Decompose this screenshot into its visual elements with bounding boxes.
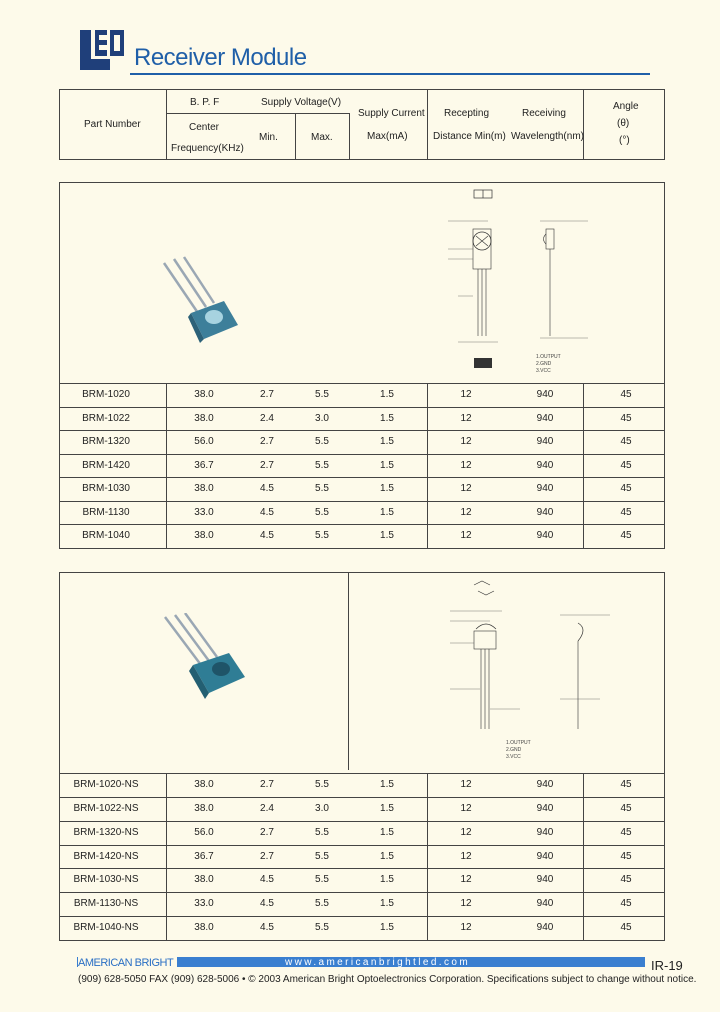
table-row <box>60 916 664 940</box>
spec-cell: 1.5 <box>380 412 394 424</box>
page-title: Receiver Module <box>134 44 307 71</box>
spec-cell: 4.5 <box>260 530 274 542</box>
spec-cell: 12 <box>460 826 472 838</box>
spec-cell: 12 <box>460 436 472 448</box>
spec-cell: 1.5 <box>380 802 394 814</box>
spec-cell: 940 <box>536 826 554 838</box>
spec-cell: 12 <box>460 389 472 400</box>
part-number-cell: BRM-1022-NS <box>73 802 139 814</box>
spec-cell: 1.5 <box>380 436 394 448</box>
spec-cell: 36.7 <box>194 850 214 862</box>
header-supply-current-unit: Max(mA) <box>367 131 408 142</box>
part-number-cell: BRM-1030 <box>82 483 130 495</box>
dimension-drawing-ns <box>430 579 630 769</box>
spec-cell: 1.5 <box>380 850 394 862</box>
footer-website-link[interactable]: www.americanbrightled.com <box>285 957 471 968</box>
table-row <box>60 430 664 454</box>
spec-cell: 5.5 <box>315 922 329 934</box>
spec-cell: 12 <box>460 506 472 518</box>
spec-cell: 45 <box>620 850 632 862</box>
table-row <box>60 797 664 821</box>
spec-cell: 940 <box>536 898 554 910</box>
table-row <box>60 407 664 431</box>
part-number-cell: BRM-1020 <box>82 389 130 400</box>
table-row <box>60 501 664 525</box>
part-number-cell: BRM-1420 <box>82 459 130 471</box>
header-max: Max. <box>311 132 333 143</box>
spec-cell: 45 <box>620 483 632 495</box>
spec-cell: 33.0 <box>194 506 214 518</box>
spec-cell: 940 <box>536 412 554 424</box>
spec-cell: 4.5 <box>260 898 274 910</box>
spec-cell: 5.5 <box>315 506 329 518</box>
header-angle: Angle <box>613 101 639 112</box>
table-row <box>60 454 664 478</box>
spec-cell: 1.5 <box>380 826 394 838</box>
spec-cell: 12 <box>460 922 472 934</box>
footer-brand: AMERICAN BRIGHT <box>78 957 177 969</box>
header-receiving: Receiving <box>522 108 566 119</box>
header-center: Center <box>189 122 220 133</box>
dimension-drawing <box>428 186 638 382</box>
product-section-ns <box>59 572 665 941</box>
part-number-cell: BRM-1320 <box>82 436 130 448</box>
part-number-cell: BRM-1420-NS <box>73 850 139 862</box>
spec-cell: 940 <box>536 506 554 518</box>
spec-cell: 38.0 <box>194 389 214 400</box>
spec-cell: 45 <box>620 874 632 886</box>
spec-cell: 4.5 <box>260 506 274 518</box>
spec-cell: 12 <box>460 412 472 424</box>
product-photo <box>156 255 246 345</box>
title-underline <box>130 73 650 75</box>
spec-cell: 45 <box>620 779 632 790</box>
header-receiving-wavelength: Wavelength(nm) <box>511 131 584 142</box>
spec-table-standard <box>60 383 664 548</box>
spec-cell: 5.5 <box>315 530 329 542</box>
header-recepting-distance: Distance Min(m) <box>433 131 506 142</box>
spec-cell: 45 <box>620 389 632 400</box>
table-row <box>60 383 664 407</box>
spec-cell: 1.5 <box>380 874 394 886</box>
spec-cell: 1.5 <box>380 389 394 400</box>
spec-cell: 45 <box>620 802 632 814</box>
spec-cell: 12 <box>460 779 472 790</box>
spec-cell: 2.7 <box>260 389 274 400</box>
spec-cell: 940 <box>536 483 554 495</box>
spec-cell: 45 <box>620 506 632 518</box>
table-row <box>60 845 664 869</box>
spec-cell: 38.0 <box>194 779 214 790</box>
spec-cell: 12 <box>460 850 472 862</box>
spec-cell: 1.5 <box>380 459 394 471</box>
spec-cell: 2.4 <box>260 802 274 814</box>
spec-cell: 56.0 <box>194 826 214 838</box>
spec-cell: 3.0 <box>315 802 329 814</box>
table-row <box>60 477 664 501</box>
spec-cell: 1.5 <box>380 898 394 910</box>
spec-cell: 12 <box>460 530 472 542</box>
pinout-vcc-ns: 3.VCC <box>506 754 521 760</box>
header-min: Min. <box>259 132 278 143</box>
part-number-cell: BRM-1022 <box>82 412 130 424</box>
spec-cell: 45 <box>620 922 632 934</box>
pinout-output: 1.OUTPUT <box>536 354 561 360</box>
spec-cell: 45 <box>620 826 632 838</box>
spec-cell: 5.5 <box>315 779 329 790</box>
spec-cell: 1.5 <box>380 922 394 934</box>
spec-cell: 5.5 <box>315 459 329 471</box>
table-row <box>60 524 664 548</box>
spec-cell: 1.5 <box>380 483 394 495</box>
spec-cell: 5.5 <box>315 483 329 495</box>
part-number-cell: BRM-1130 <box>82 506 130 518</box>
spec-cell: 5.5 <box>315 874 329 886</box>
page-number: IR-19 <box>651 958 683 973</box>
spec-cell: 2.7 <box>260 459 274 471</box>
part-number-cell: BRM-1030-NS <box>73 874 139 886</box>
spec-cell: 3.0 <box>315 412 329 424</box>
spec-cell: 2.4 <box>260 412 274 424</box>
spec-cell: 2.7 <box>260 850 274 862</box>
header-frequency: Frequency(KHz) <box>171 143 244 154</box>
header-recepting: Recepting <box>444 108 490 119</box>
spec-cell: 940 <box>536 922 554 934</box>
spec-cell: 2.7 <box>260 826 274 838</box>
header-angle-unit: (°) <box>619 135 630 146</box>
table-row <box>60 868 664 892</box>
spec-cell: 940 <box>536 530 554 542</box>
spec-cell: 12 <box>460 459 472 471</box>
product-section-standard <box>59 182 665 549</box>
table-row <box>60 821 664 845</box>
spec-cell: 940 <box>536 459 554 471</box>
spec-cell: 45 <box>620 530 632 542</box>
spec-cell: 940 <box>536 850 554 862</box>
footer-contact: (909) 628-5050 FAX (909) 628-5006 • © 2003 American Bright Optoelectronics Corporation. Specifications subject to change without notice. <box>78 974 697 985</box>
spec-cell: 2.7 <box>260 436 274 448</box>
spec-cell: 940 <box>536 436 554 448</box>
header-bpf: B. P. F <box>190 97 220 108</box>
spec-cell: 56.0 <box>194 436 214 448</box>
pinout-output-ns: 1.OUTPUT <box>506 740 531 746</box>
header-angle-symbol: (θ) <box>617 118 630 129</box>
pinout-gnd: 2.GND <box>536 361 552 367</box>
spec-cell: 5.5 <box>315 389 329 400</box>
spec-cell: 2.7 <box>260 779 274 790</box>
table-row <box>60 892 664 916</box>
spec-cell: 1.5 <box>380 779 394 790</box>
spec-cell: 12 <box>460 483 472 495</box>
spec-cell: 940 <box>536 779 554 790</box>
company-logo <box>77 29 127 73</box>
spec-cell: 33.0 <box>194 898 214 910</box>
spec-cell: 5.5 <box>315 850 329 862</box>
pinout-gnd-ns: 2.GND <box>506 747 522 753</box>
spec-cell: 38.0 <box>194 412 214 424</box>
column-header <box>59 89 665 160</box>
spec-cell: 940 <box>536 802 554 814</box>
spec-cell: 45 <box>620 412 632 424</box>
part-number-cell: BRM-1320-NS <box>73 826 139 838</box>
spec-cell: 45 <box>620 898 632 910</box>
spec-cell: 38.0 <box>194 483 214 495</box>
spec-cell: 38.0 <box>194 922 214 934</box>
product-photo-ns <box>155 613 255 703</box>
spec-cell: 940 <box>536 389 554 400</box>
pinout-vcc: 3.VCC <box>536 368 551 374</box>
spec-cell: 38.0 <box>194 874 214 886</box>
spec-cell: 5.5 <box>315 826 329 838</box>
part-number-cell: BRM-1040 <box>82 530 130 542</box>
spec-cell: 38.0 <box>194 530 214 542</box>
header-supply-current: Supply Current <box>358 108 425 119</box>
spec-cell: 36.7 <box>194 459 214 471</box>
spec-cell: 4.5 <box>260 874 274 886</box>
spec-cell: 5.5 <box>315 436 329 448</box>
spec-cell: 4.5 <box>260 483 274 495</box>
spec-cell: 5.5 <box>315 898 329 910</box>
spec-cell: 12 <box>460 898 472 910</box>
spec-cell: 45 <box>620 459 632 471</box>
table-row <box>60 773 664 797</box>
spec-cell: 38.0 <box>194 802 214 814</box>
spec-cell: 940 <box>536 874 554 886</box>
spec-cell: 4.5 <box>260 922 274 934</box>
spec-cell: 12 <box>460 802 472 814</box>
part-number-cell: BRM-1040-NS <box>73 922 139 934</box>
spec-cell: 12 <box>460 874 472 886</box>
part-number-cell: BRM-1020-NS <box>73 779 139 790</box>
part-number-cell: BRM-1130-NS <box>73 898 139 910</box>
spec-table-ns <box>60 773 664 940</box>
spec-cell: 1.5 <box>380 530 394 542</box>
spec-cell: 1.5 <box>380 506 394 518</box>
header-supply-voltage: Supply Voltage(V) <box>261 97 342 108</box>
spec-cell: 45 <box>620 436 632 448</box>
header-part-number: Part Number <box>84 119 141 130</box>
